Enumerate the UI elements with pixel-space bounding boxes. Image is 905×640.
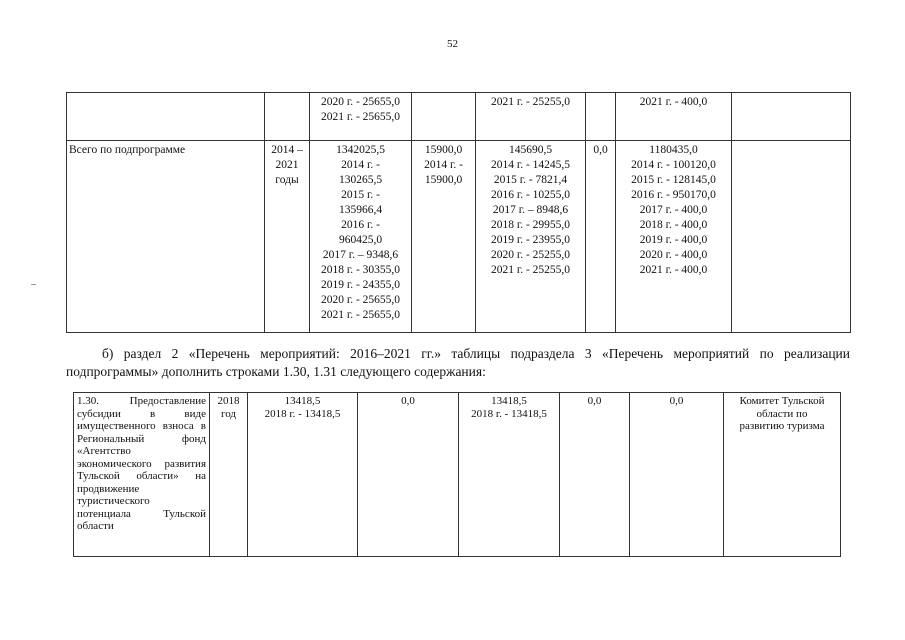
cell-line: 2017 г. - 400,0	[639, 204, 708, 216]
year-cell	[210, 393, 248, 557]
budget-cell	[476, 93, 586, 141]
table-cell	[412, 93, 476, 141]
cell-line: 2019 г. - 24355,0	[320, 279, 401, 291]
cell-line: развитию туризма	[739, 420, 825, 432]
cell-line: 0,0	[593, 144, 608, 156]
table-row	[74, 393, 841, 557]
subprogram-funding-table	[66, 92, 851, 333]
cell-line: 2018 г. - 29955,0	[490, 219, 571, 231]
cell-line: 0,0	[587, 395, 602, 407]
cell-line: 2021 г. - 400,0	[639, 96, 708, 108]
cell-line: годы	[275, 174, 299, 186]
budget-cell	[459, 393, 560, 557]
cell-line: 2020 г. - 25655,0	[320, 294, 401, 306]
cell-line: 2021 г. - 400,0	[639, 264, 708, 276]
cell-line: 2018 г. - 13418,5	[471, 407, 547, 420]
activities-table	[73, 392, 841, 557]
cell-line: 2014 г. - 14245,5	[490, 159, 571, 171]
cell-line: 2021 г. - 25655,0	[320, 309, 401, 321]
cell-line: 2016 г. - 10255,0	[490, 189, 571, 201]
executor-cell	[724, 393, 841, 557]
local-cell	[586, 141, 616, 333]
federal-cell	[412, 141, 476, 333]
total-cell	[310, 141, 412, 333]
cell-line: 2014 г. -	[341, 159, 380, 171]
cell-line: 2018 г. - 30355,0	[320, 264, 401, 276]
cell-line: 2020 г. - 400,0	[639, 249, 708, 261]
cell-line: год	[220, 407, 237, 420]
cell-line: 2016 г. -	[341, 219, 380, 231]
cell-line: 2018	[217, 395, 240, 407]
extra-budget-cell	[616, 141, 732, 333]
cell-line: 13418,5	[491, 395, 527, 407]
page-number: 52	[447, 38, 458, 50]
table-cell	[732, 141, 851, 333]
table-cell	[586, 93, 616, 141]
cell-line: 135966,4	[338, 204, 383, 216]
activity-description: 1.30. Предоставление субсидии в виде имущественного взноса в Региональный фонд «Агентство экономического развития Тульской области» на продвижение туристического потенциала Тульской области	[74, 393, 210, 557]
cell-line: 2018 г. - 13418,5	[264, 407, 341, 420]
cell-line: 2018 г. - 400,0	[639, 219, 708, 231]
cell-line: 1180435,0	[649, 144, 698, 156]
cell-line: 2014 г. - 100120,0	[631, 159, 716, 171]
table-cell	[67, 93, 265, 141]
cell-line: 2021 г. - 25255,0	[490, 96, 571, 108]
margin-mark	[31, 284, 36, 285]
cell-line: области по	[756, 407, 808, 420]
cell-line: 2017 г. – 9348,6	[322, 249, 399, 261]
cell-line: Комитет Тульской	[739, 395, 825, 407]
cell-line: 2014 –	[271, 144, 303, 156]
cell-line: 2015 г. -	[341, 189, 380, 201]
cell-line: 2019 г. - 23955,0	[490, 234, 571, 246]
table-row	[67, 93, 851, 141]
cell-line: 960425,0	[338, 234, 383, 246]
cell-line: 0,0	[401, 395, 415, 407]
table-cell	[265, 93, 310, 141]
table-row	[67, 141, 851, 333]
cell-line: 2020 г. - 25655,0	[320, 96, 401, 108]
local-cell	[560, 393, 630, 557]
cell-line: 13418,5	[284, 395, 321, 407]
cell-line: 2020 г. - 25255,0	[490, 249, 571, 261]
total-cell	[310, 93, 412, 141]
cell-line: 2017 г. – 8948,6	[492, 204, 569, 216]
federal-cell	[358, 393, 459, 557]
cell-line: 15900,0	[424, 144, 463, 156]
cell-line: 2019 г. - 400,0	[639, 234, 708, 246]
period-cell	[265, 141, 310, 333]
cell-line: 2015 г. - 128145,0	[631, 174, 716, 186]
cell-line: 130265,5	[338, 174, 383, 186]
cell-line: 2016 г. - 950170,0	[631, 189, 716, 201]
cell-line: 145690,5	[508, 144, 553, 156]
extra-budget-cell	[630, 393, 724, 557]
budget-cell	[476, 141, 586, 333]
cell-line: 2014 г. -	[424, 159, 463, 171]
cell-line: 2021 г. - 25655,0	[320, 111, 401, 123]
amendment-paragraph: б) раздел 2 «Перечень мероприятий: 2016–2021 гг.» таблицы подраздела 3 «Перечень мероприятий по реализации подпрограммы» дополнить строками 1.30, 1.31 следующего содержания:	[66, 346, 850, 379]
total-cell	[248, 393, 358, 557]
cell-line: 2015 г. - 7821,4	[493, 174, 568, 186]
cell-line: 0,0	[669, 395, 684, 407]
cell-line: 2021 г. - 25255,0	[490, 264, 571, 276]
cell-line: 15900,0	[424, 174, 463, 186]
cell-line: 2021	[275, 159, 299, 171]
row-label: Всего по подпрограмме	[67, 141, 265, 333]
table-cell	[732, 93, 851, 141]
cell-line: 1342025,5	[336, 144, 385, 156]
extra-budget-cell	[616, 93, 732, 141]
